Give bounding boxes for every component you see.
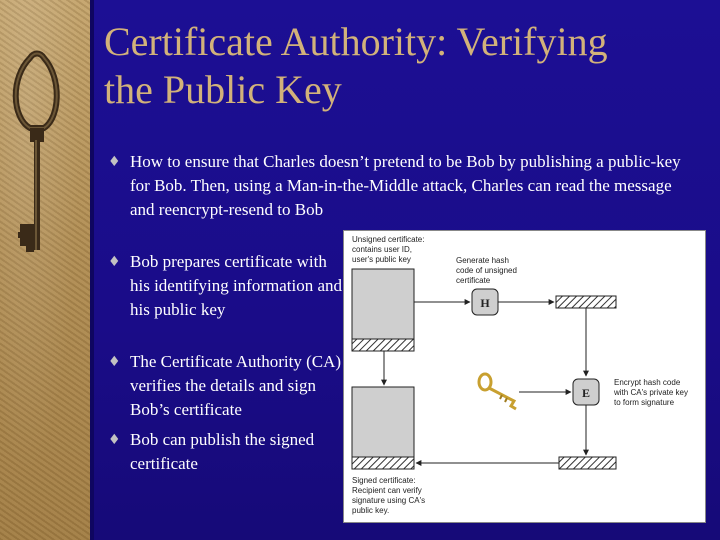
encrypt-label-line: Encrypt hash code xyxy=(614,378,681,387)
title-line-1: Certificate Authority: Verifying xyxy=(104,19,608,64)
hash-label-line: code of unsigned xyxy=(456,266,517,275)
signed-label-line: public key. xyxy=(352,506,390,515)
signed-label-line: signature using CA's xyxy=(352,496,426,505)
signed-certificate-signature xyxy=(352,457,414,469)
antique-key-icon xyxy=(0,28,90,278)
bullet-text: The Certificate Authority (CA) verifies the details and sign Bob’s certificate xyxy=(130,352,342,419)
signature-box xyxy=(559,457,616,469)
diagram-canvas xyxy=(344,231,705,522)
bullet-text: How to ensure that Charles doesn’t pretend to be Bob by publishing a public-key for Bob. Then, using a Man-in-the-Middle attack, Charles can read the message and reencrypt-resend to Bob xyxy=(130,152,681,219)
unsigned-certificate-footer xyxy=(352,339,414,351)
unsigned-label-line: Unsigned certificate: xyxy=(352,235,425,244)
hash-label-line: Generate hash xyxy=(456,256,509,265)
signed-certificate-box xyxy=(352,387,414,457)
encrypt-label-line: to form signature xyxy=(614,398,675,407)
bullet-text: Bob can publish the signed certificate xyxy=(130,430,315,473)
bullet-item xyxy=(108,250,345,322)
title-line-2: the Public Key xyxy=(104,67,342,112)
encrypt-node-letter: E xyxy=(581,386,591,400)
encrypt-label-line: with CA's private key xyxy=(614,388,688,397)
unsigned-label-line: contains user ID, xyxy=(352,245,413,254)
sidebar-divider xyxy=(90,0,94,540)
bullet-item xyxy=(108,350,345,422)
hash-label-line: certificate xyxy=(456,276,491,285)
sidebar-texture xyxy=(0,0,90,540)
signed-label-line: Recipient can verify xyxy=(352,486,422,495)
bullet-marker: ♦ xyxy=(108,254,121,270)
certificate-diagram xyxy=(343,230,706,523)
hash-node-letter: H xyxy=(480,296,490,310)
gold-key-icon xyxy=(479,374,516,409)
slide-title xyxy=(104,18,704,114)
bullet-item xyxy=(108,150,700,222)
signed-label-line: Signed certificate: xyxy=(352,476,416,485)
bullet-marker: ♦ xyxy=(108,154,121,170)
bullet-item xyxy=(108,428,345,476)
bullet-marker: ♦ xyxy=(108,354,121,370)
bullet-marker: ♦ xyxy=(108,432,121,448)
unsigned-label-line: user's public key xyxy=(352,255,411,264)
bullet-text: Bob prepares certificate with his identifying information and his public key xyxy=(130,252,342,319)
hash-code-box xyxy=(556,296,616,308)
unsigned-certificate-box xyxy=(352,269,414,339)
